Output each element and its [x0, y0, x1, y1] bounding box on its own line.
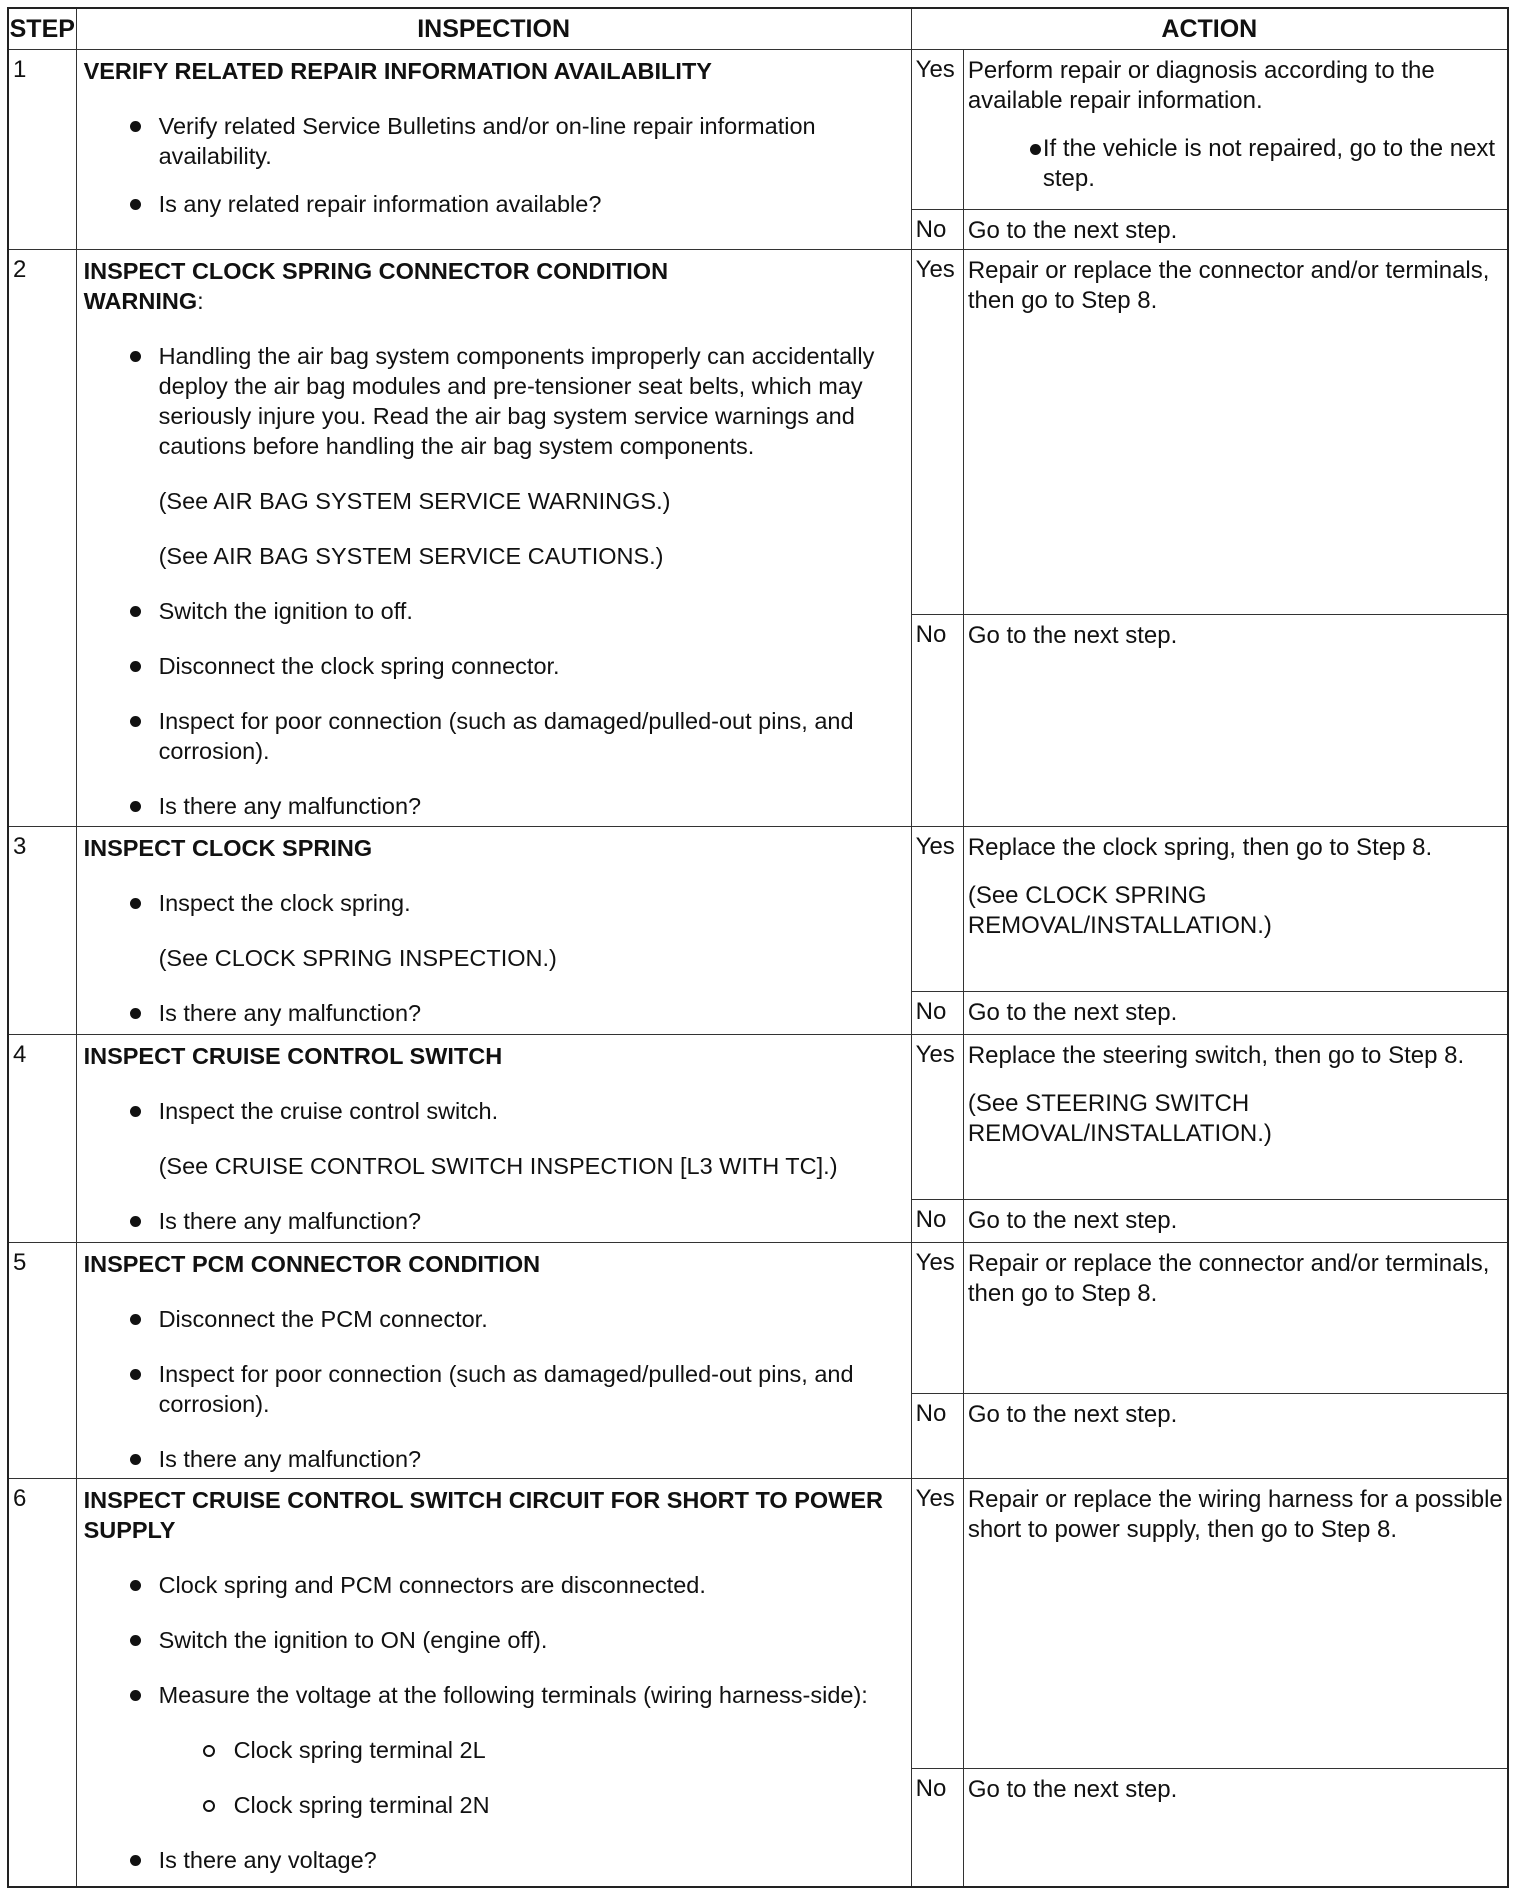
- no-label: No: [911, 1200, 963, 1243]
- no-action: Go to the next step.: [963, 1769, 1508, 1887]
- no-action: Go to the next step.: [963, 210, 1508, 250]
- step-4-yes-row: [8, 1035, 1508, 1200]
- no-label: No: [911, 1393, 963, 1478]
- see-reference: (See CRUISE CONTROL SWITCH INSPECTION [L3 WITH TC].): [158, 1153, 838, 1179]
- yes-label: Yes: [911, 50, 963, 210]
- step-1-yes-row: [8, 50, 1508, 210]
- step-title: VERIFY RELATED REPAIR INFORMATION AVAILABILITY: [83, 58, 712, 84]
- bullet-item: Switch the ignition to ON (engine off).: [84, 1625, 897, 1655]
- yes-action: [963, 50, 1508, 210]
- yes-label: Yes: [911, 827, 963, 992]
- no-label: No: [911, 992, 963, 1035]
- action-see-reference: (See CLOCK SPRING REMOVAL/INSTALLATION.): [967, 882, 1272, 939]
- header-row: [8, 8, 1508, 50]
- step-title: INSPECT CLOCK SPRING: [83, 835, 373, 861]
- step-6-inspection: [76, 1479, 911, 1887]
- no-action: Go to the next step.: [963, 615, 1508, 827]
- diagnostic-table-container: [7, 7, 1509, 1888]
- see-reference: (See CLOCK SPRING INSPECTION.): [158, 945, 557, 971]
- step-number: 5: [8, 1243, 76, 1479]
- no-label: No: [911, 615, 963, 827]
- bullet-item: Clock spring and PCM connectors are disconnected.: [84, 1570, 897, 1600]
- action-text: Replace the steering switch, then go to Step 8.: [967, 1042, 1465, 1069]
- diagnostic-procedure-table: [7, 7, 1509, 1888]
- bullet-item: Is there any voltage?: [84, 1845, 897, 1875]
- bullet-item: Is there any malfunction?: [84, 791, 897, 821]
- yes-action: Repair or replace the connector and/or terminals, then go to Step 8.: [963, 250, 1508, 615]
- bullet-item: Is any related repair information available?: [84, 189, 897, 219]
- step-6-yes-row: [8, 1479, 1508, 1769]
- action-text: Perform repair or diagnosis according to the available repair information.: [967, 57, 1435, 114]
- bullet-item: Switch the ignition to off.: [84, 596, 897, 626]
- step-3-inspection: [76, 827, 911, 1035]
- sub-bullet-item: Clock spring terminal 2L: [84, 1735, 897, 1765]
- bullet-item: Inspect for poor connection (such as damaged/pulled-out pins, and corrosion).: [84, 706, 897, 766]
- bullet-item: Inspect the clock spring.: [84, 888, 897, 918]
- warning-label: WARNING: [83, 288, 198, 314]
- step-5-yes-row: [8, 1243, 1508, 1394]
- step-title: INSPECT PCM CONNECTOR CONDITION: [83, 1251, 541, 1277]
- step-number: 6: [8, 1479, 76, 1887]
- step-number: 2: [8, 250, 76, 827]
- no-label: No: [911, 210, 963, 250]
- step-title: INSPECT CRUISE CONTROL SWITCH CIRCUIT FOR SHORT TO POWER SUPPLY: [83, 1487, 884, 1543]
- warning-colon: :: [197, 288, 204, 314]
- yes-label: Yes: [911, 250, 963, 615]
- step-2-yes-row: [8, 250, 1508, 615]
- no-action: Go to the next step.: [963, 1200, 1508, 1243]
- action-sub-bullet: If the vehicle is not repaired, go to the next step.: [968, 134, 1503, 194]
- bullet-item: Is there any malfunction?: [84, 1206, 897, 1236]
- step-title: INSPECT CRUISE CONTROL SWITCH: [83, 1043, 503, 1069]
- action-text: Replace the clock spring, then go to Step 8.: [967, 834, 1433, 861]
- step-number: 1: [8, 50, 76, 250]
- step-1-inspection: [76, 50, 911, 250]
- no-action: Go to the next step.: [963, 992, 1508, 1035]
- step-number: 4: [8, 1035, 76, 1243]
- bullet-item: Inspect the cruise control switch.: [84, 1096, 897, 1126]
- bullet-item: Disconnect the PCM connector.: [84, 1304, 897, 1334]
- yes-label: Yes: [911, 1035, 963, 1200]
- yes-action: Repair or replace the connector and/or terminals, then go to Step 8.: [963, 1243, 1508, 1394]
- bullet-item: Handling the air bag system components improperly can accidentally deploy the air bag modules and pre-tensioner seat belts, which may seriously injure you. Read the air bag system service warnings and cautions before handling the air bag system components.: [84, 341, 897, 461]
- yes-label: Yes: [911, 1243, 963, 1394]
- step-header: STEP: [8, 8, 76, 50]
- step-5-inspection: [76, 1243, 911, 1479]
- bullet-item: Is there any malfunction?: [84, 998, 897, 1028]
- see-reference: (See AIR BAG SYSTEM SERVICE CAUTIONS.): [158, 543, 664, 569]
- yes-action: [963, 1035, 1508, 1200]
- action-see-reference: (See STEERING SWITCH REMOVAL/INSTALLATION.): [967, 1090, 1272, 1147]
- sub-bullet-item: Clock spring terminal 2N: [84, 1790, 897, 1820]
- bullet-item: Measure the voltage at the following terminals (wiring harness-side):: [84, 1680, 897, 1710]
- bullet-item: Disconnect the clock spring connector.: [84, 651, 897, 681]
- inspection-header: INSPECTION: [76, 8, 911, 50]
- bullet-item: Inspect for poor connection (such as damaged/pulled-out pins, and corrosion).: [84, 1359, 897, 1419]
- action-header: ACTION: [911, 8, 1508, 50]
- step-title: INSPECT CLOCK SPRING CONNECTOR CONDITION: [83, 258, 669, 284]
- see-reference: (See AIR BAG SYSTEM SERVICE WARNINGS.): [158, 488, 671, 514]
- step-4-inspection: [76, 1035, 911, 1243]
- no-label: No: [911, 1769, 963, 1887]
- no-action: Go to the next step.: [963, 1393, 1508, 1478]
- yes-action: [963, 827, 1508, 992]
- step-2-inspection: [76, 250, 911, 827]
- bullet-item: Verify related Service Bulletins and/or on-line repair information availability.: [84, 111, 897, 171]
- bullet-item: Is there any malfunction?: [84, 1444, 897, 1474]
- step-number: 3: [8, 827, 76, 1035]
- yes-label: Yes: [911, 1479, 963, 1769]
- step-3-yes-row: [8, 827, 1508, 992]
- yes-action: Repair or replace the wiring harness for a possible short to power supply, then go to Step 8.: [963, 1479, 1508, 1769]
